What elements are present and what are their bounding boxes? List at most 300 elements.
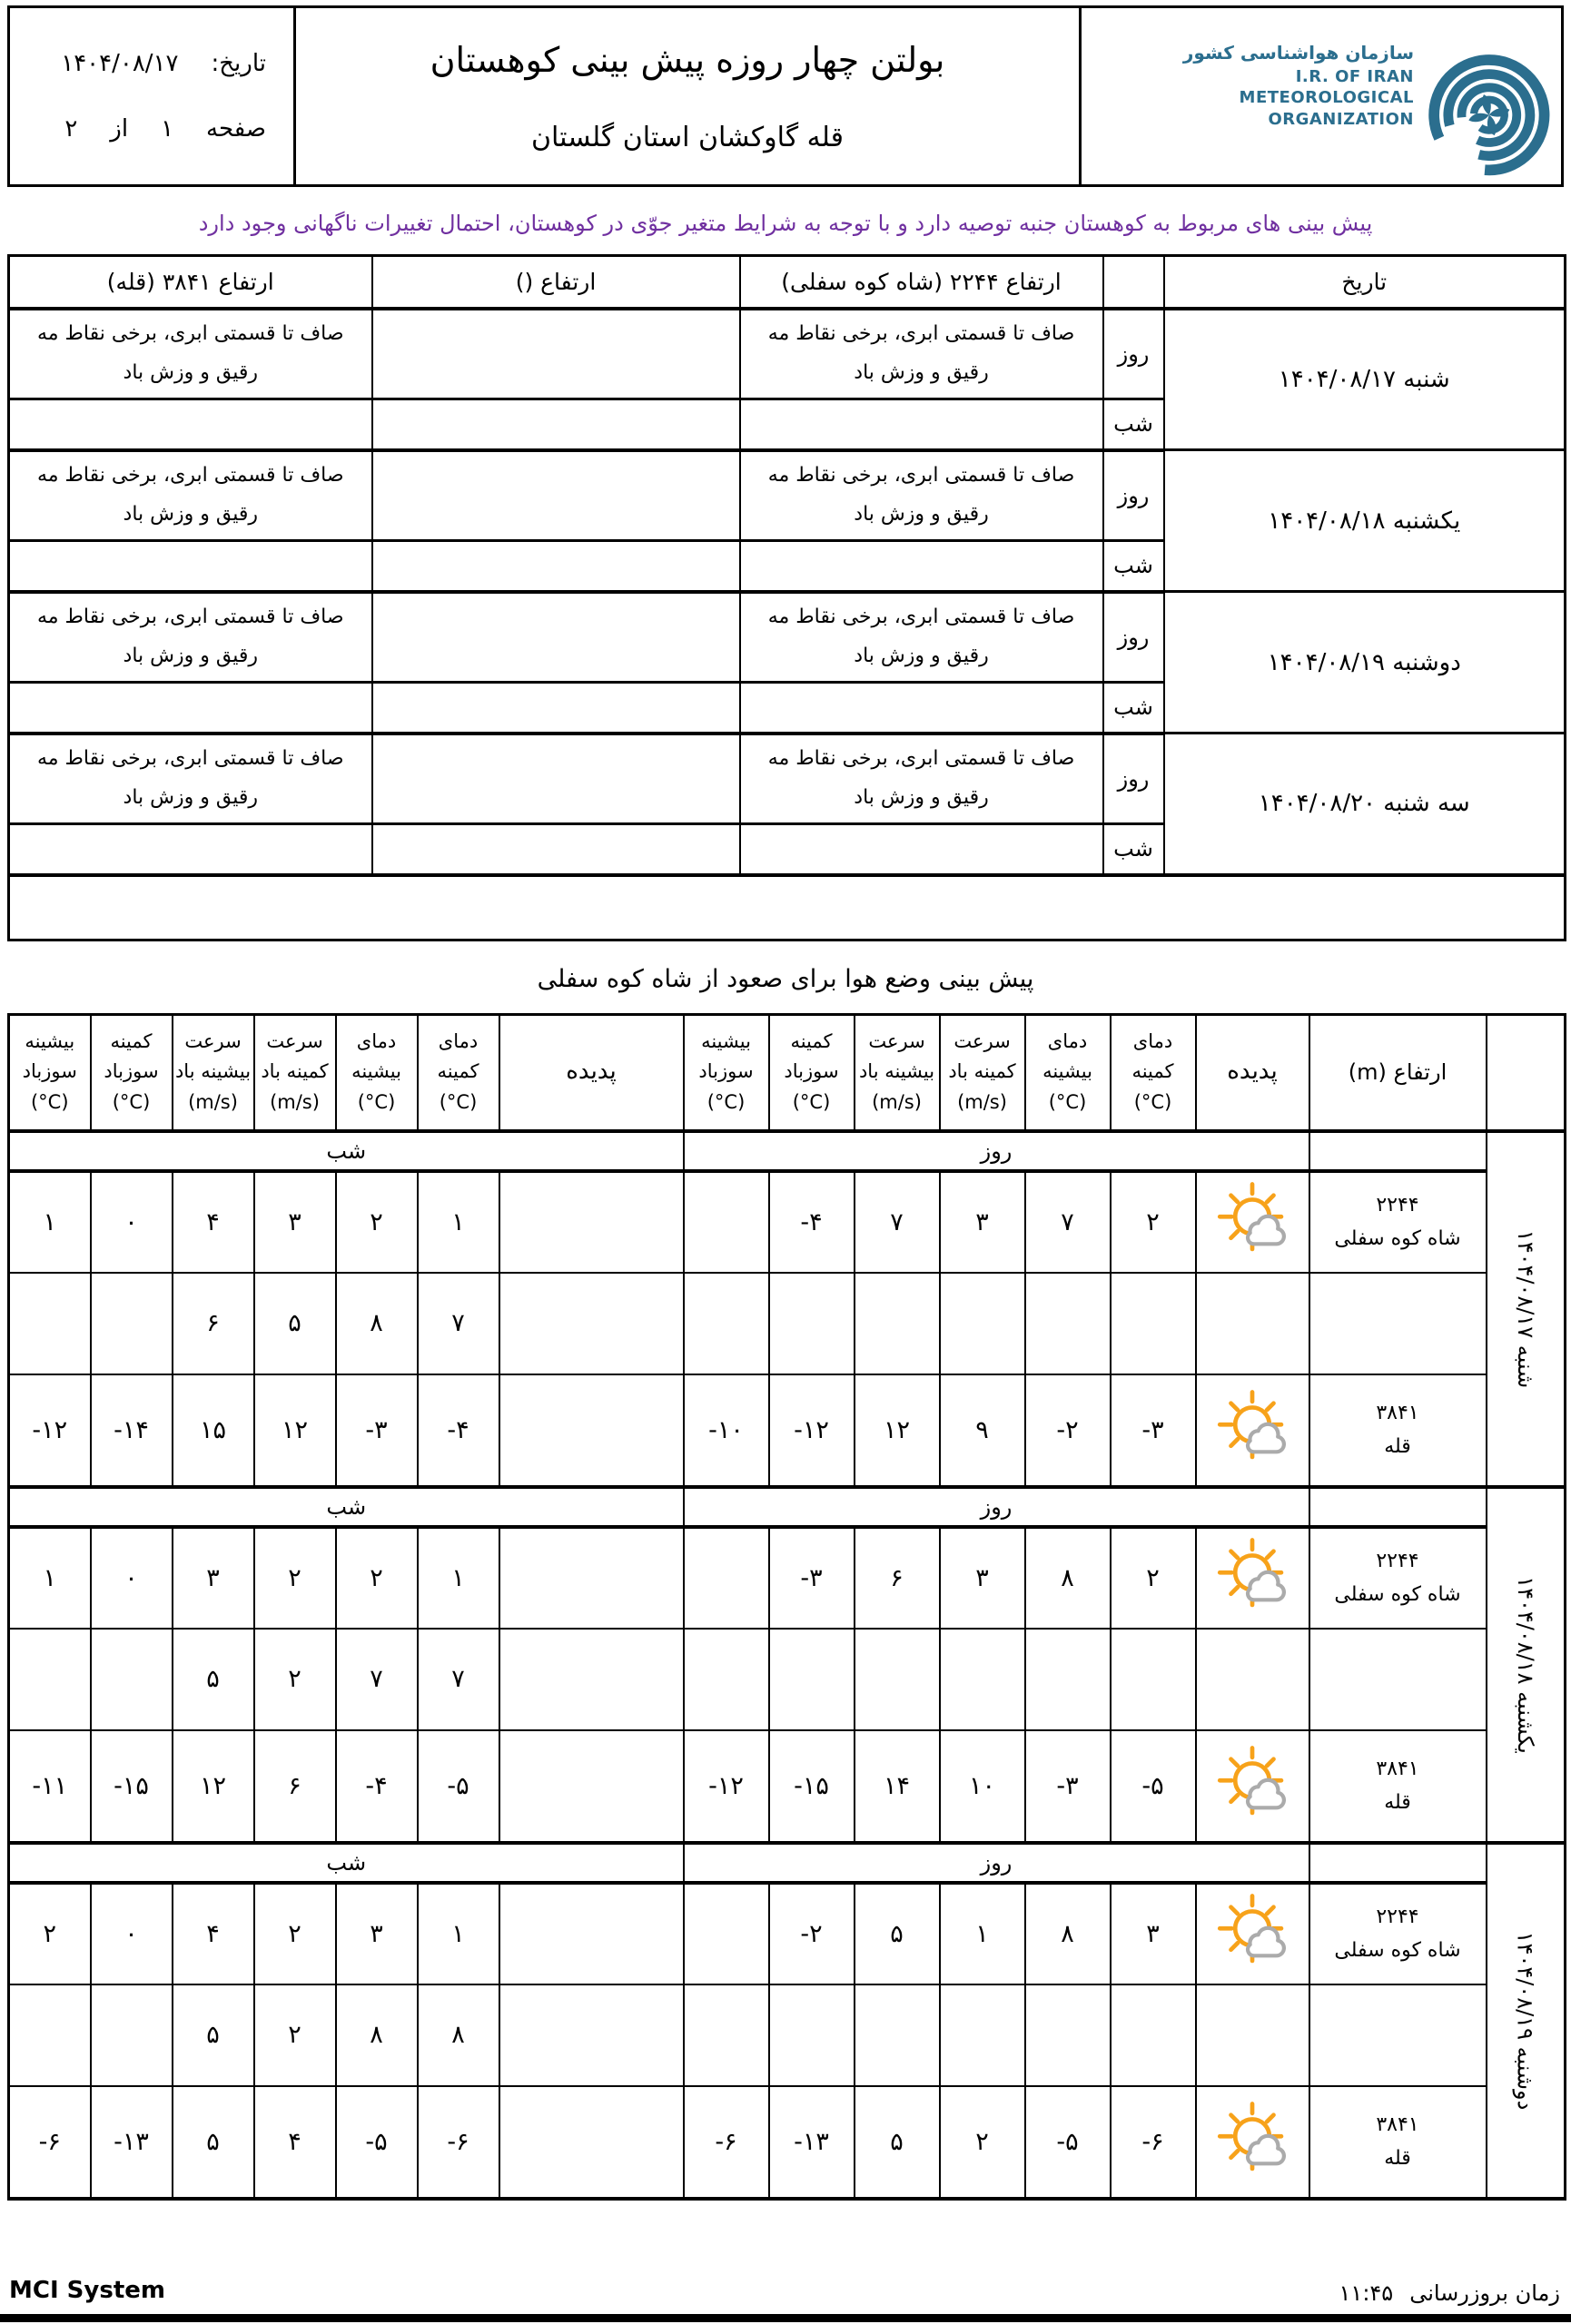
altitude-cell xyxy=(1309,1629,1487,1730)
night-value-cell: -۵ xyxy=(336,2086,418,2199)
night-value-cell: ۱ xyxy=(9,1171,91,1273)
altitude-name: شاه کوه سفلی xyxy=(1334,1227,1461,1250)
col-header-night-windchill-max xyxy=(9,1015,91,1131)
altitude-name: شاه کوه سفلی xyxy=(1334,1583,1461,1606)
group-date-cell xyxy=(1487,1487,1566,1843)
night-value-cell: ۸ xyxy=(336,1984,418,2086)
day-value-cell: ۶ xyxy=(855,1527,940,1629)
header-line: سوزباد xyxy=(104,1060,159,1083)
night-value-cell: ۱۲ xyxy=(254,1374,336,1487)
header-line: کمینه باد xyxy=(261,1060,329,1083)
day-value-cell: ۳ xyxy=(940,1171,1025,1273)
org-name-en-line2: METEOROLOGICAL xyxy=(1239,88,1414,108)
header-line: سوزباد xyxy=(22,1060,77,1083)
night-phenomenon-cell xyxy=(499,1883,684,1984)
altitude-value: ۳۸۴۱ xyxy=(1376,1757,1419,1780)
header-line: سرعت xyxy=(953,1029,1011,1052)
header-unit: (°C) xyxy=(30,1091,69,1114)
day-value-cell: -۱۵ xyxy=(769,1730,855,1843)
day-value-cell: -۵ xyxy=(1111,1730,1196,1843)
day-value-cell: ۱۰ xyxy=(940,1730,1025,1843)
page-number-line xyxy=(37,115,266,143)
date-cell: دوشنبه ۱۴۰۴/۰۸/۱۹ xyxy=(1164,592,1566,734)
header-line: دمای xyxy=(356,1029,397,1052)
night-value-cell: ۱ xyxy=(418,1883,499,1984)
org-name-en-line1: I.R. OF IRAN xyxy=(1295,67,1414,86)
day-value-cell xyxy=(684,1984,769,2086)
header-line: بیشینه xyxy=(701,1029,751,1052)
night-value-cell: ۷ xyxy=(418,1629,499,1730)
col-header-group-date xyxy=(1487,1015,1566,1131)
col-header-day-phenomenon: پدیده xyxy=(1196,1015,1309,1131)
night-value-cell: ۶ xyxy=(173,1273,254,1374)
logo-box xyxy=(1082,8,1561,184)
forecast-blank-night xyxy=(372,541,740,592)
day-phenomenon-cell xyxy=(1196,1374,1309,1487)
night-phenomenon-cell xyxy=(499,1629,684,1730)
night-value-cell: ۱۵ xyxy=(173,1374,254,1487)
forecast-3841-day: صاف تا قسمتی ابری، برخی نقاط مه رقیق و وزش باد xyxy=(9,309,372,399)
rotated-date-wrap xyxy=(1487,1133,1565,1485)
summary-day-row xyxy=(9,592,1566,683)
day-value-cell: ۱ xyxy=(940,1883,1025,1984)
altitude-cell xyxy=(1309,1984,1487,2086)
col-header-altitude: ارتفاع (m) xyxy=(1309,1015,1487,1131)
day-value-cell xyxy=(769,1984,855,2086)
night-value-cell: ۴ xyxy=(254,2086,336,2199)
day-value-cell: -۶ xyxy=(684,2086,769,2199)
day-value-cell: ۸ xyxy=(1025,1883,1111,1984)
night-value-cell: -۶ xyxy=(9,2086,91,2199)
summary-empty-row xyxy=(9,875,1566,940)
ascent-data-row xyxy=(9,1273,1566,1374)
night-value-cell: -۳ xyxy=(336,1374,418,1487)
forecast-blank-night xyxy=(372,399,740,450)
night-phenomenon-cell xyxy=(499,2086,684,2199)
header-unit: (°C) xyxy=(1048,1091,1087,1114)
col-header-altitude-blank: ارتفاع () xyxy=(372,256,740,309)
altitude-cell xyxy=(1309,1374,1487,1487)
sun-cloud-icon xyxy=(1210,1457,1295,1474)
day-value-cell xyxy=(855,1629,940,1730)
sun-cloud-icon xyxy=(1210,1249,1295,1266)
night-span-label: شب xyxy=(9,1487,684,1527)
night-label: شب xyxy=(1103,399,1164,450)
header-unit: (m/s) xyxy=(957,1091,1007,1114)
night-value-cell: ۵ xyxy=(173,1629,254,1730)
day-span-label: روز xyxy=(684,1131,1309,1171)
header-line: کمینه xyxy=(110,1029,153,1052)
altitude-name: قله xyxy=(1384,1791,1411,1814)
night-value-cell xyxy=(91,1984,173,2086)
update-time-value: ۱۱:۴۵ xyxy=(1339,2280,1394,2306)
header-line: کمینه xyxy=(437,1060,479,1083)
day-value-cell: ۲ xyxy=(1111,1171,1196,1273)
day-value-cell: -۳ xyxy=(1025,1730,1111,1843)
night-label: شب xyxy=(1103,541,1164,592)
header-line: دمای xyxy=(1047,1029,1088,1052)
header-unit: (°C) xyxy=(1133,1091,1172,1114)
forecast-2244-night xyxy=(740,683,1103,734)
night-value-cell: -۶ xyxy=(418,2086,499,2199)
system-name-label: MCI System xyxy=(9,2277,165,2304)
night-value-cell: ۵ xyxy=(173,1984,254,2086)
ascent-data-row xyxy=(9,1730,1566,1843)
header-unit: (°C) xyxy=(357,1091,396,1114)
day-value-cell: ۲ xyxy=(940,2086,1025,2199)
night-value-cell: ۵ xyxy=(254,1273,336,1374)
day-value-cell: ۱۲ xyxy=(855,1374,940,1487)
summary-header-row xyxy=(9,256,1566,309)
header-line: سوزباد xyxy=(784,1060,839,1083)
altitude-cell xyxy=(1309,1171,1487,1273)
col-header-altitude-2244: ارتفاع ۲۲۴۴ (شاه کوه سفلی) xyxy=(740,256,1103,309)
night-value-cell: ۳ xyxy=(254,1171,336,1273)
forecast-2244-day: صاف تا قسمتی ابری، برخی نقاط مه رقیق و وزش باد xyxy=(740,734,1103,824)
page-of-label: از xyxy=(110,115,129,143)
night-value-cell: ۲ xyxy=(9,1883,91,1984)
ascent-header-row xyxy=(9,1015,1566,1131)
day-value-cell: -۲ xyxy=(1025,1374,1111,1487)
title-box xyxy=(293,8,1082,184)
date-cell: یکشنبه ۱۴۰۴/۰۸/۱۸ xyxy=(1164,450,1566,592)
issue-date-line xyxy=(37,50,266,77)
forecast-blank-night xyxy=(372,683,740,734)
night-value-cell xyxy=(9,1984,91,2086)
rotated-date-wrap xyxy=(1487,1845,1565,2197)
day-value-cell: -۳ xyxy=(1111,1374,1196,1487)
night-value-cell xyxy=(91,1273,173,1374)
rotated-date-wrap xyxy=(1487,1489,1565,1841)
altitude-value: ۲۲۴۴ xyxy=(1376,1193,1419,1216)
day-value-cell xyxy=(1025,1273,1111,1374)
night-value-cell: ۰ xyxy=(91,1171,173,1273)
day-phenomenon-cell xyxy=(1196,1730,1309,1843)
band-altitude-cell xyxy=(1309,1487,1487,1527)
ascent-data-row xyxy=(9,1883,1566,1984)
group-date-cell xyxy=(1487,1843,1566,2199)
summary-day-row xyxy=(9,450,1566,541)
day-value-cell: -۳ xyxy=(769,1527,855,1629)
night-phenomenon-cell xyxy=(499,1273,684,1374)
forecast-3841-night xyxy=(9,683,372,734)
day-phenomenon-cell xyxy=(1196,1629,1309,1730)
forecast-blank-day xyxy=(372,309,740,399)
org-name-fa: سازمان هواشناسی کشور xyxy=(1182,42,1414,64)
day-value-cell: -۱۰ xyxy=(684,1374,769,1487)
col-header-day-wind-max xyxy=(855,1015,940,1131)
day-value-cell: ۷ xyxy=(1025,1171,1111,1273)
day-value-cell: -۶ xyxy=(1111,2086,1196,2199)
ascent-data-row xyxy=(9,1374,1566,1487)
night-value-cell xyxy=(9,1629,91,1730)
night-phenomenon-cell xyxy=(499,1527,684,1629)
header-unit: (°C) xyxy=(112,1091,151,1114)
day-value-cell: -۴ xyxy=(769,1171,855,1273)
day-phenomenon-cell xyxy=(1196,1883,1309,1984)
group-date-cell xyxy=(1487,1131,1566,1487)
forecast-blank-day xyxy=(372,450,740,541)
update-time-line xyxy=(1339,2280,1560,2306)
col-header-day-windchill-max xyxy=(684,1015,769,1131)
band-altitude-cell xyxy=(1309,1843,1487,1883)
night-value-cell: ۱ xyxy=(418,1171,499,1273)
forecast-blank-day xyxy=(372,734,740,824)
altitude-value: ۲۲۴۴ xyxy=(1376,1905,1419,1928)
ascent-data-row xyxy=(9,1527,1566,1629)
forecast-blank-day xyxy=(372,592,740,683)
altitude-cell xyxy=(1309,1730,1487,1843)
header-unit: (m/s) xyxy=(872,1091,922,1114)
day-value-cell xyxy=(684,1171,769,1273)
day-value-cell xyxy=(855,1984,940,2086)
day-value-cell xyxy=(684,1273,769,1374)
day-value-cell xyxy=(855,1273,940,1374)
header-line: بیشینه باد xyxy=(858,1060,935,1083)
night-value-cell: ۲ xyxy=(254,1629,336,1730)
col-header-night-temp-min xyxy=(418,1015,499,1131)
night-value-cell: ۵ xyxy=(173,2086,254,2199)
forecast-3841-night xyxy=(9,399,372,450)
day-label: روز xyxy=(1103,592,1164,683)
header xyxy=(7,5,1564,187)
altitude-value: ۳۸۴۱ xyxy=(1376,1401,1419,1424)
band-altitude-cell xyxy=(1309,1131,1487,1171)
day-value-cell: -۱۲ xyxy=(684,1730,769,1843)
org-name-en-line3: ORGANIZATION xyxy=(1268,109,1414,129)
day-value-cell xyxy=(1025,1629,1111,1730)
summary-table-body xyxy=(9,309,1566,940)
forecast-2244-day: صاف تا قسمتی ابری، برخی نقاط مه رقیق و وزش باد xyxy=(740,450,1103,541)
header-unit: (°C) xyxy=(439,1091,478,1114)
day-value-cell: ۳ xyxy=(1111,1883,1196,1984)
night-value-cell: ۲ xyxy=(254,1883,336,1984)
col-header-night-temp-max xyxy=(336,1015,418,1131)
night-value-cell: -۱۲ xyxy=(9,1374,91,1487)
day-value-cell: -۱۲ xyxy=(769,1374,855,1487)
page-title: بولتن چهار روزه پیش بینی کوهستان xyxy=(430,39,945,80)
night-phenomenon-cell xyxy=(499,1171,684,1273)
day-value-cell: -۵ xyxy=(1025,2086,1111,2199)
sun-cloud-icon xyxy=(1210,1961,1295,1978)
night-value-cell: ۷ xyxy=(336,1629,418,1730)
day-value-cell: ۵ xyxy=(855,1883,940,1984)
night-value-cell: -۴ xyxy=(336,1730,418,1843)
day-value-cell: ۷ xyxy=(855,1171,940,1273)
page-number: ۱ xyxy=(161,115,174,143)
ascent-data-row xyxy=(9,2086,1566,2199)
altitude-cell xyxy=(1309,1273,1487,1374)
group-date: یکشنبه ۱۴۰۴/۰۸/۱۸ xyxy=(1512,1575,1538,1754)
night-value-cell: ۳ xyxy=(336,1883,418,1984)
forecast-3841-day: صاف تا قسمتی ابری، برخی نقاط مه رقیق و وزش باد xyxy=(9,734,372,824)
day-value-cell: ۳ xyxy=(940,1527,1025,1629)
night-span-label: شب xyxy=(9,1843,684,1883)
forecast-3841-night xyxy=(9,824,372,875)
night-value-cell: -۱۳ xyxy=(91,2086,173,2199)
header-line: سرعت xyxy=(266,1029,323,1052)
forecast-3841-night xyxy=(9,541,372,592)
forecast-2244-night xyxy=(740,824,1103,875)
summary-day-row xyxy=(9,734,1566,824)
header-unit: (°C) xyxy=(706,1091,746,1114)
night-value-cell: ۲ xyxy=(336,1527,418,1629)
header-unit: (m/s) xyxy=(270,1091,320,1114)
night-value-cell: -۱۴ xyxy=(91,1374,173,1487)
night-value-cell: ۱ xyxy=(418,1527,499,1629)
day-label: روز xyxy=(1103,450,1164,541)
day-label: روز xyxy=(1103,734,1164,824)
header-line: سرعت xyxy=(868,1029,925,1052)
page-label: صفحه xyxy=(206,115,266,143)
update-time-label: زمان بروزرسانی xyxy=(1409,2280,1560,2306)
ascent-data-row xyxy=(9,1629,1566,1730)
night-value-cell xyxy=(9,1273,91,1374)
col-header-day-temp-min xyxy=(1111,1015,1196,1131)
night-value-cell: ۳ xyxy=(173,1527,254,1629)
night-value-cell: ۴ xyxy=(173,1883,254,1984)
header-unit: (°C) xyxy=(792,1091,831,1114)
header-line: کمینه xyxy=(1131,1060,1174,1083)
forecast-2244-night xyxy=(740,541,1103,592)
empty-cell xyxy=(9,875,1566,940)
day-value-cell xyxy=(769,1273,855,1374)
night-value-cell: ۲ xyxy=(336,1171,418,1273)
ascent-data-row xyxy=(9,1171,1566,1273)
header-unit: (m/s) xyxy=(188,1091,238,1114)
night-value-cell: ۸ xyxy=(336,1273,418,1374)
day-phenomenon-cell xyxy=(1196,1984,1309,2086)
meteorological-organization-logo-icon xyxy=(1416,15,1550,190)
altitude-name: قله xyxy=(1384,2147,1411,2170)
header-line: بیشینه xyxy=(351,1060,401,1083)
altitude-cell xyxy=(1309,1883,1487,1984)
col-header-night-phenomenon: پدیده xyxy=(499,1015,684,1131)
forecast-2244-day: صاف تا قسمتی ابری، برخی نقاط مه رقیق و وزش باد xyxy=(740,309,1103,399)
ascent-data-row xyxy=(9,1984,1566,2086)
col-header-date: تاریخ xyxy=(1164,256,1566,309)
night-phenomenon-cell xyxy=(499,1984,684,2086)
night-value-cell: -۱۱ xyxy=(9,1730,91,1843)
day-value-cell xyxy=(1111,1629,1196,1730)
day-phenomenon-cell xyxy=(1196,1527,1309,1629)
page-subtitle: قله گاوکشان استان گلستان xyxy=(531,121,844,153)
day-value-cell: ۱۴ xyxy=(855,1730,940,1843)
night-phenomenon-cell xyxy=(499,1730,684,1843)
forecast-2244-day: صاف تا قسمتی ابری، برخی نقاط مه رقیق و وزش باد xyxy=(740,592,1103,683)
col-header-altitude-3841: ارتفاع ۳۸۴۱ (قله) xyxy=(9,256,372,309)
summary-table xyxy=(7,254,1566,941)
page-total: ۲ xyxy=(64,115,78,143)
daynight-band-row xyxy=(9,1487,1566,1527)
date-label: تاریخ: xyxy=(211,50,266,77)
forecast-3841-day: صاف تا قسمتی ابری، برخی نقاط مه رقیق و وزش باد xyxy=(9,450,372,541)
col-header-night-wind-min xyxy=(254,1015,336,1131)
day-span-label: روز xyxy=(684,1487,1309,1527)
night-label: شب xyxy=(1103,824,1164,875)
group-date: دوشنبه ۱۴۰۴/۰۸/۱۹ xyxy=(1512,1931,1538,2110)
forecast-2244-night xyxy=(740,399,1103,450)
night-value-cell: ۸ xyxy=(418,1984,499,2086)
altitude-name: شاه کوه سفلی xyxy=(1334,1939,1461,1962)
altitude-cell xyxy=(1309,1527,1487,1629)
col-header-day-wind-min xyxy=(940,1015,1025,1131)
daynight-band-row xyxy=(9,1843,1566,1883)
day-value-cell xyxy=(940,1273,1025,1374)
day-value-cell xyxy=(684,1629,769,1730)
day-span-label: روز xyxy=(684,1843,1309,1883)
forecast-3841-day: صاف تا قسمتی ابری، برخی نقاط مه رقیق و وزش باد xyxy=(9,592,372,683)
org-name-block xyxy=(1183,41,1414,130)
header-line: بیشینه xyxy=(1042,1060,1092,1083)
day-value-cell: -۲ xyxy=(769,1883,855,1984)
advisory-notice: پیش بینی های مربوط به کوهستان جنبه توصیه دارد و با توجه به شرایط متغیر جوّی در کوهستان، احتمال تغییرات ناگهانی وجود دارد xyxy=(198,211,1373,236)
day-value-cell xyxy=(684,1527,769,1629)
ascent-section-title: پیش بینی وضع هوا برای صعود از شاه کوه سفلی xyxy=(537,965,1034,993)
day-phenomenon-cell xyxy=(1196,2086,1309,2199)
day-value-cell xyxy=(1111,1273,1196,1374)
night-value-cell: -۱۵ xyxy=(91,1730,173,1843)
day-phenomenon-cell xyxy=(1196,1171,1309,1273)
night-value-cell: ۱۲ xyxy=(173,1730,254,1843)
altitude-cell xyxy=(1309,2086,1487,2199)
day-value-cell: -۱۳ xyxy=(769,2086,855,2199)
header-line: بیشینه باد xyxy=(174,1060,252,1083)
date-cell: شنبه ۱۴۰۴/۰۸/۱۷ xyxy=(1164,309,1566,450)
col-header-daynight xyxy=(1103,256,1164,309)
night-value-cell: ۷ xyxy=(418,1273,499,1374)
day-phenomenon-cell xyxy=(1196,1273,1309,1374)
bottom-bar xyxy=(0,2314,1571,2322)
header-line: سرعت xyxy=(184,1029,242,1052)
sun-cloud-icon xyxy=(1210,1813,1295,1830)
group-date: شنبه ۱۴۰۴/۰۸/۱۷ xyxy=(1512,1229,1538,1388)
day-value-cell xyxy=(769,1629,855,1730)
header-line: دمای xyxy=(1132,1029,1173,1052)
altitude-name: قله xyxy=(1384,1435,1411,1458)
day-value-cell: ۲ xyxy=(1111,1527,1196,1629)
night-span-label: شب xyxy=(9,1131,684,1171)
forecast-blank-night xyxy=(372,824,740,875)
ascent-table-body xyxy=(9,1131,1566,2199)
col-header-day-temp-max xyxy=(1025,1015,1111,1131)
night-phenomenon-cell xyxy=(499,1374,684,1487)
altitude-value: ۲۲۴۴ xyxy=(1376,1549,1419,1572)
header-line: بیشینه xyxy=(25,1029,75,1052)
night-value-cell: ۲ xyxy=(254,1527,336,1629)
header-line: کمینه xyxy=(790,1029,833,1052)
day-value-cell xyxy=(940,1984,1025,2086)
day-label: روز xyxy=(1103,309,1164,399)
day-value-cell xyxy=(684,1883,769,1984)
night-value-cell: ۱ xyxy=(9,1527,91,1629)
header-line: کمینه باد xyxy=(948,1060,1016,1083)
night-value-cell: -۵ xyxy=(418,1730,499,1843)
night-value-cell: ۲ xyxy=(254,1984,336,2086)
col-header-day-windchill-min xyxy=(769,1015,855,1131)
night-value-cell: ۰ xyxy=(91,1527,173,1629)
header-line: دمای xyxy=(438,1029,479,1052)
night-value-cell: ۰ xyxy=(91,1883,173,1984)
day-value-cell xyxy=(1025,1984,1111,2086)
day-value-cell xyxy=(1111,1984,1196,2086)
date-value: ۱۴۰۴/۰۸/۱۷ xyxy=(61,50,179,77)
day-value-cell: ۸ xyxy=(1025,1527,1111,1629)
date-cell: سه شنبه ۱۴۰۴/۰۸/۲۰ xyxy=(1164,734,1566,875)
day-value-cell xyxy=(940,1629,1025,1730)
summary-day-row xyxy=(9,309,1566,399)
night-value-cell: ۴ xyxy=(173,1171,254,1273)
